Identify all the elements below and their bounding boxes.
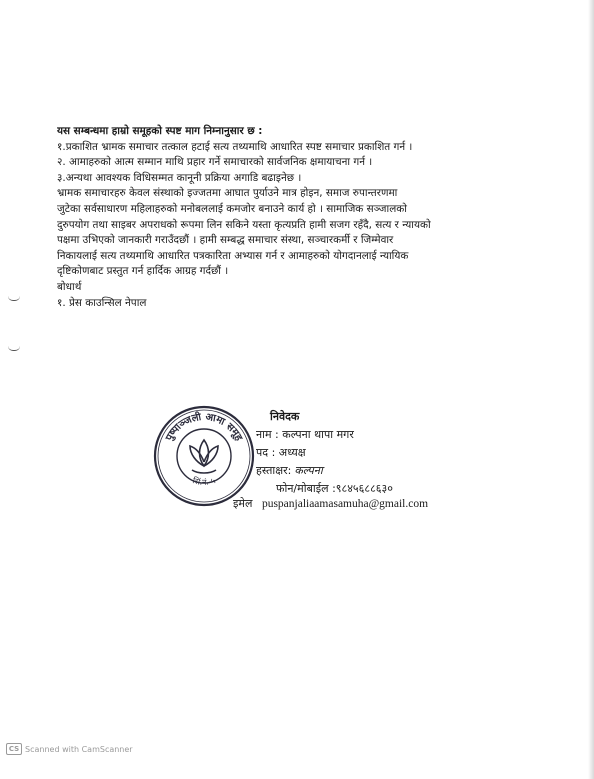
letter-body	[57, 124, 527, 311]
punch-hole-mark	[8, 346, 20, 351]
paragraph-line: दुरुपयोग तथा साइबर अपराधको रूपमा लिन सकिने यस्ता कृत्यप्रति हामी सजग रहँदै, सत्य र न्यायको	[57, 218, 431, 231]
paragraph-line: निकायलाई सत्य तथ्यमाथि आधारित पत्रकारिता अभ्यास गर्न र आमाहरुको योगदानलाई न्यायिक	[57, 249, 409, 262]
watermark-text: Scanned with CamScanner	[25, 744, 133, 754]
demand-item-2: २. आमाहरुको आत्म सम्मान माथि प्रहार गर्ने समाचारको सार्वजनिक क्षमायाचना गर्न ।	[57, 156, 373, 169]
scanner-watermark	[6, 743, 133, 755]
paragraph-line: पक्षमा उभिएको जानकारी गराउँदछौं । हामी सम्बद्ध समाचार संस्था, सञ्चारकर्मी र जिम्मेवार	[57, 234, 394, 247]
paragraph-line: जुटेका सर्वसाधारण महिलाहरुको मनोबललाई कमजोर बनाउने कार्य हो । सामाजिक सञ्जालको	[57, 202, 407, 215]
demand-item-1: १.प्रकाशित भ्रामक समाचार तत्काल हटाई सत्य तथ्यमाथि आधारित स्पष्ट समाचार प्रकाशित गर्न ।	[57, 140, 413, 153]
signature-block	[256, 408, 393, 498]
cc-item: १. प्रेस काउन्सिल नेपाल	[57, 296, 147, 309]
paragraph-line: भ्रामक समाचारहरु केवल संस्थाको इज्जतमा आघात पुर्याउने मात्र होइन, समाज रुपान्तरणमा	[57, 187, 398, 200]
email-label: इमेल	[233, 497, 253, 510]
seal-subtext: सिं.नं.-५	[191, 476, 217, 487]
email-line	[233, 496, 428, 511]
statement-paragraph	[57, 186, 527, 280]
page-edge-shadow	[588, 0, 594, 779]
cc-label: बोधार्थ	[57, 280, 82, 293]
email-address: puspanjaliaamasamuha@gmail.com	[261, 498, 429, 510]
demand-item-3: ३.अन्यथा आवश्यक विधिसम्मत कानूनी प्रक्रिया अगाडि बढाइनेछ ।	[57, 171, 302, 184]
petitioner-name: : कल्पना थापा मगर	[275, 428, 354, 441]
petitioner-title: निवेदक	[270, 410, 300, 423]
phone-label: फोन/मोबाईल	[276, 482, 329, 495]
signature-colon: :	[287, 464, 292, 477]
name-label: नाम	[256, 428, 272, 441]
organization-seal	[152, 404, 256, 508]
phone-number: :९८४५६८८६३०	[332, 482, 393, 495]
petitioner-post: : अध्यक्ष	[271, 446, 306, 459]
handwritten-signature: कल्पना	[294, 464, 323, 477]
demands-heading: यस सम्बन्धमा हाम्रो समूहको स्पष्ट माग निम्नानुसार छ :	[57, 125, 263, 137]
punch-hole-mark	[8, 296, 20, 301]
signature-label: हस्ताक्षर	[256, 464, 288, 477]
camscanner-logo-icon: CS	[6, 743, 22, 755]
seal-text: पुष्पाञ्जली आमा समूह	[163, 411, 245, 443]
paragraph-line: दृष्टिकोणबाट प्रस्तुत गर्न हार्दिक आग्रह गर्दछौं ।	[57, 265, 229, 278]
lotus-emblem-icon	[190, 440, 218, 473]
post-label: पद	[256, 446, 269, 459]
